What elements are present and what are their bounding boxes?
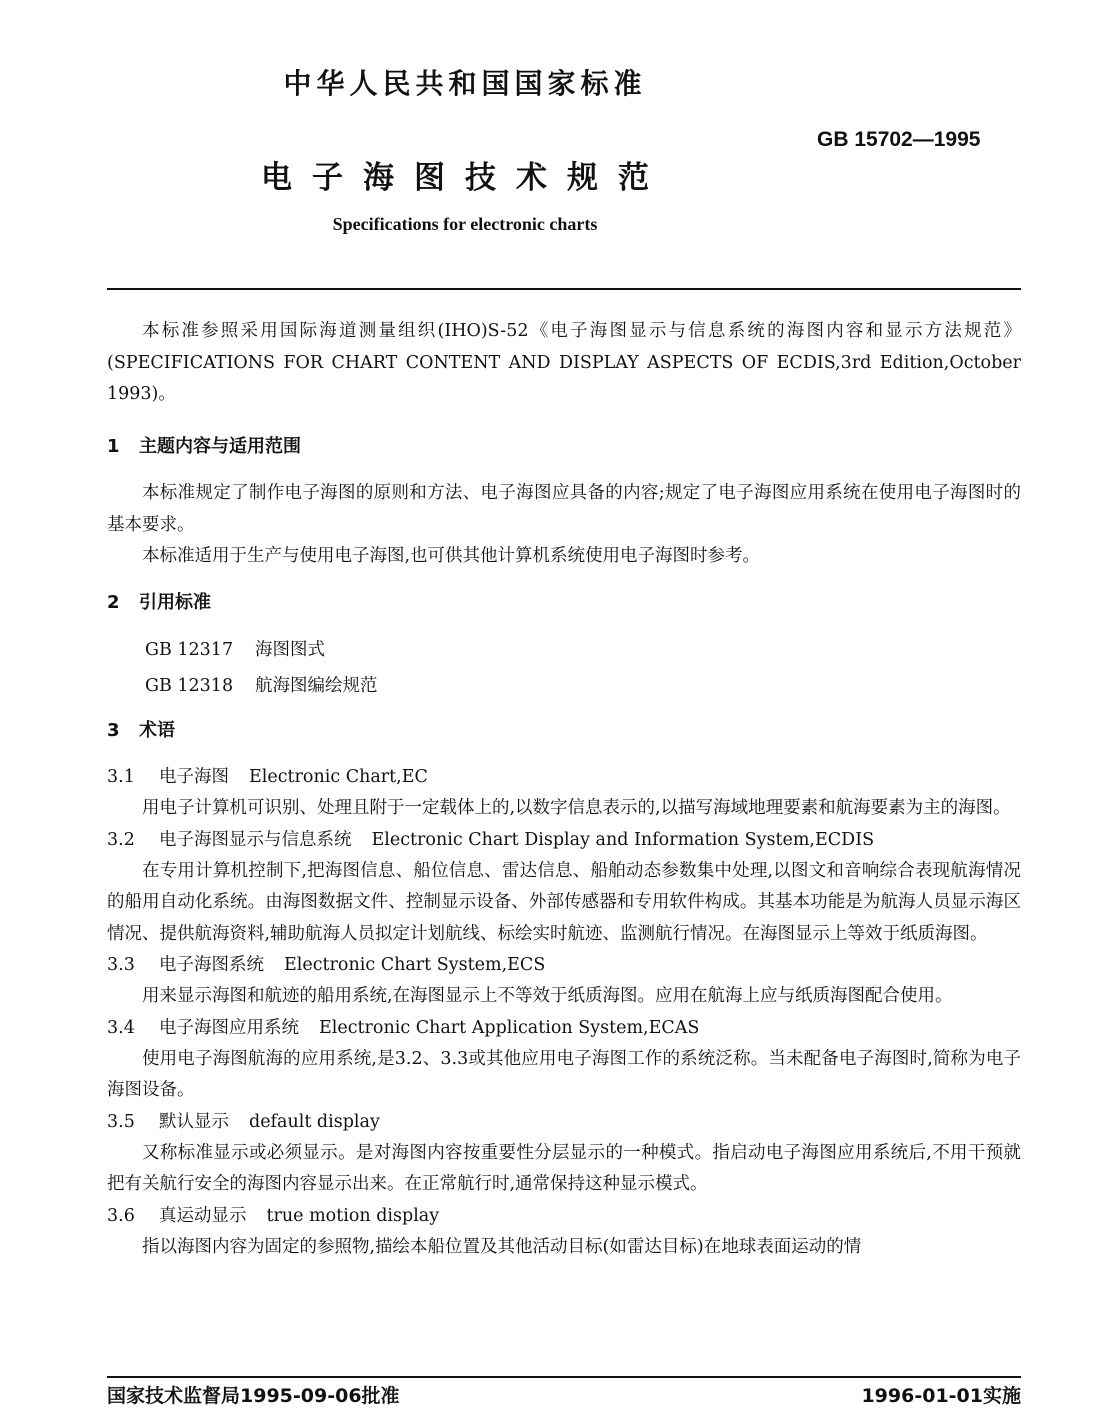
term-name-en: Electronic Chart,EC (249, 767, 428, 787)
section-3-heading (107, 716, 1021, 746)
section-number: 1 (107, 436, 120, 457)
term-name-en: default display (249, 1111, 380, 1132)
reference-item (107, 632, 1021, 668)
term-definition: 指以海图内容为固定的参照物,描绘本船位置及其他活动目标(如雷达目标)在地球表面运动的情 (142, 1236, 862, 1257)
term-definition: 用电子计算机可识别、处理且附于一定载体上的,以数字信息表示的,以描写海域地理要素和航海要素为主的海图。 (142, 798, 1011, 818)
term-3-1 (107, 762, 1021, 793)
section-title: 术语 (139, 720, 175, 741)
term-name-cn: 真运动显示 (159, 1205, 247, 1226)
term-definition: 又称标准显示或必须显示。是对海图内容按重要性分层显示的一种模式。指启动电子海图应用系统后,不用干预就把有关航行安全的海图内容显示出来。在正常航行时,通常保持这种显示模式。 (107, 1142, 1021, 1194)
term-name-en: Electronic Chart System,ECS (284, 955, 546, 975)
approval-date: 国家技术监督局1995-09-06批准 (107, 1385, 400, 1407)
term-3-2 (107, 825, 1021, 856)
term-name-cn: 默认显示 (159, 1111, 229, 1132)
reference-code: GB 12318 (145, 676, 234, 696)
section-number: 2 (107, 592, 120, 613)
section-title: 引用标准 (139, 592, 211, 613)
term-number: 3.5 (107, 1111, 135, 1132)
standard-number: GB 15702—1995 (817, 128, 981, 151)
term-definition: 用来显示海图和航迹的船用系统,在海图显示上不等效于纸质海图。应用在航海上应与纸质海图配合使用。 (142, 986, 953, 1006)
term-name-en: Electronic Chart Application System,ECAS (319, 1017, 700, 1038)
term-3-5 (107, 1107, 1021, 1138)
reference-code: GB 12317 (145, 640, 234, 660)
section-1-heading (107, 432, 1021, 462)
term-number: 3.6 (107, 1205, 135, 1226)
section-1-body (107, 478, 1021, 573)
term-name-en: Electronic Chart Display and Information System,ECDIS (371, 829, 875, 850)
section-number: 3 (107, 720, 120, 741)
section-2-heading (107, 588, 1021, 618)
intro-block (107, 316, 1021, 411)
reference-name: 海图图式 (255, 640, 325, 660)
paragraph: 本标准规定了制作电子海图的原则和方法、电子海图应具备的内容;规定了电子海图应用系统在使用电子海图时的基本要求。 (107, 483, 1021, 535)
country-standard-label: 中华人民共和国国家标准 (283, 67, 647, 100)
terms-list (107, 762, 1021, 1263)
paragraph: 本标准适用于生产与使用电子海图,也可供其他计算机系统使用电子海图时参考。 (142, 546, 761, 566)
term-3-4 (107, 1013, 1021, 1044)
effective-date: 1996-01-01实施 (861, 1385, 1021, 1407)
term-number: 3.1 (107, 767, 135, 787)
term-name-cn: 电子海图 (159, 767, 229, 787)
term-definition: 使用电子海图航海的应用系统,是3.2、3.3或其他应用电子海图工作的系统泛称。当未配备电子海图时,简称为电子海图设备。 (107, 1048, 1021, 1100)
term-definition: 在专用计算机控制下,把海图信息、船位信息、雷达信息、船舶动态参数集中处理,以图文和音响综合表现航海情况的船用自动化系统。由海图数据文件、控制显示设备、外部传感器和专用软件构成。其基本功能是为航海人员显示海区情况、提供航海资料,辅助航海人员拟定计划航线、标绘实时航迹、监测航行情况。在海图显示上等效于纸质海图。 (107, 860, 1021, 944)
term-name-cn: 电子海图显示与信息系统 (159, 829, 352, 850)
intro-paragraph: 本标准参照采用国际海道测量组织(IHO)S-52《电子海图显示与信息系统的海图内容和显示方法规范》(SPECIFICATIONS FOR CHART CONTENT AND DISPLAY ASPECTS OF ECDIS,3rd Edition,October 1993)。 (107, 321, 1021, 404)
section-title: 主题内容与适用范围 (139, 436, 301, 457)
term-name-en: true motion display (266, 1205, 440, 1226)
document-title-cn: 电子海图技术规范 (261, 160, 669, 196)
term-3-6 (107, 1201, 1021, 1232)
term-name-cn: 电子海图应用系统 (159, 1017, 299, 1038)
term-number: 3.2 (107, 829, 135, 850)
term-name-cn: 电子海图系统 (159, 955, 264, 975)
term-number: 3.3 (107, 955, 135, 975)
term-3-3 (107, 950, 1021, 981)
reference-item (107, 668, 1021, 704)
reference-name: 航海图编绘规范 (255, 676, 378, 696)
header-rule (107, 288, 1021, 290)
term-number: 3.4 (107, 1017, 135, 1038)
reference-list (107, 632, 1021, 704)
footer-rule (107, 1376, 1021, 1378)
document-title-en: Specifications for electronic charts (332, 214, 598, 234)
